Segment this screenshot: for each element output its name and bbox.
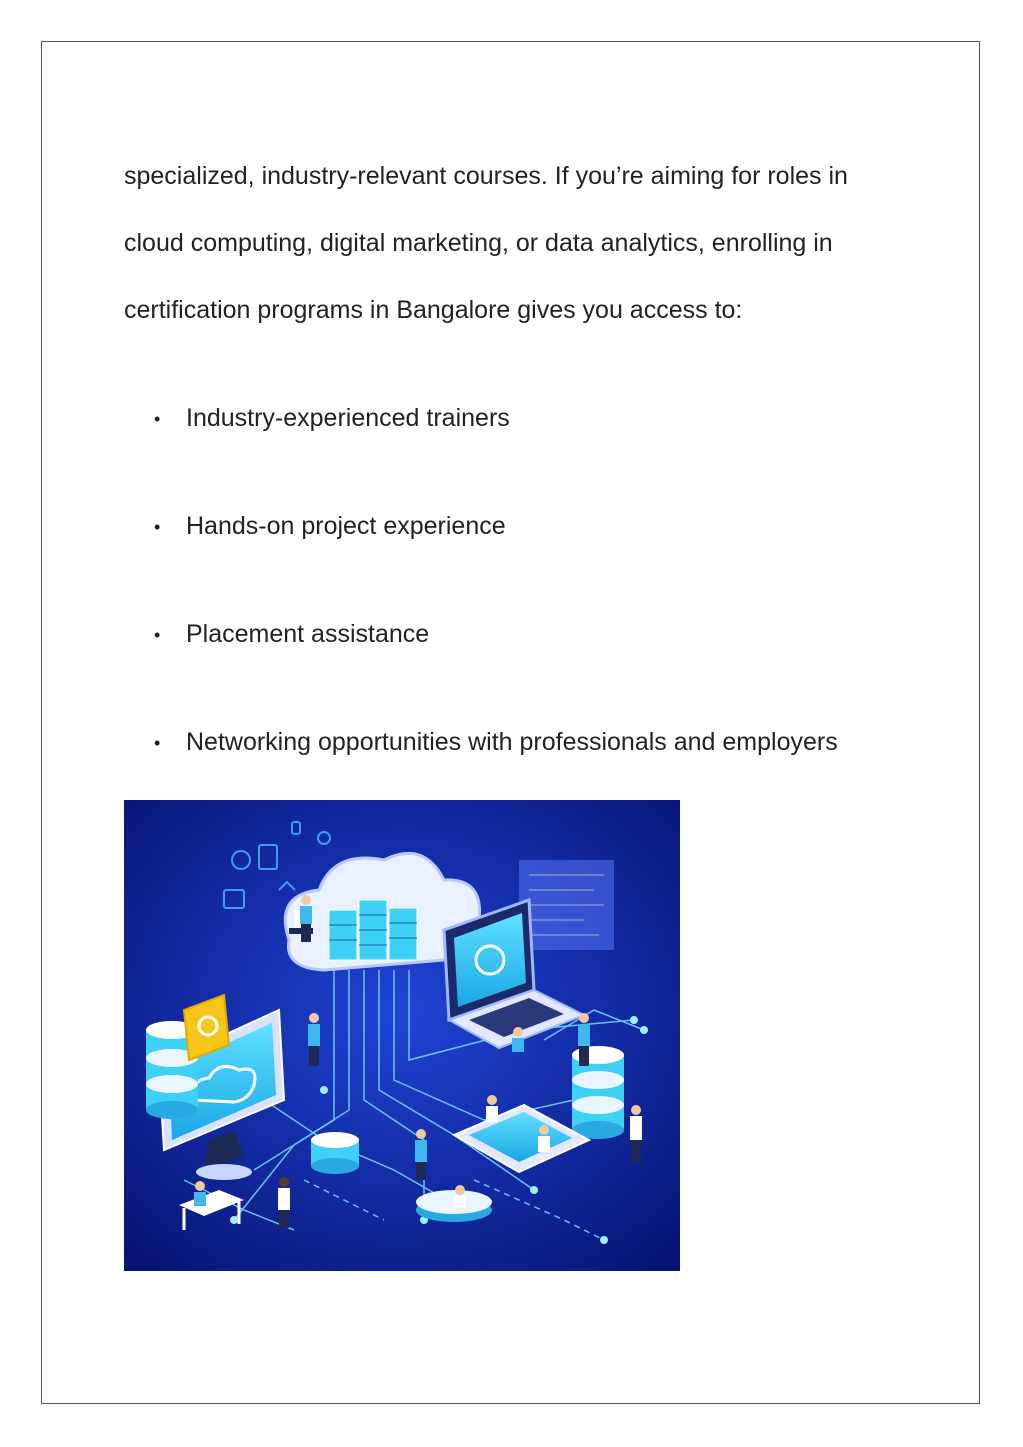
person xyxy=(415,1129,427,1180)
person xyxy=(300,895,312,942)
bullet-marker: • xyxy=(154,517,161,537)
bullet-marker: • xyxy=(154,733,161,753)
list-item-text: Networking opportunities with professionals and employers xyxy=(186,728,838,756)
person xyxy=(512,1027,524,1052)
paragraph-line-3: certification programs in Bangalore gives you access to: xyxy=(124,296,743,324)
person xyxy=(278,1177,290,1228)
list-item-text: Industry-experienced trainers xyxy=(186,404,510,432)
person xyxy=(538,1125,550,1152)
bullet-marker: • xyxy=(154,409,161,429)
cloud-network-illustration xyxy=(124,800,680,1271)
bullet-marker: • xyxy=(154,625,161,645)
document-page xyxy=(41,41,980,1404)
paragraph-line-1: specialized, industry-relevant courses. If you’re aiming for roles in xyxy=(124,162,848,190)
list-item-text: Hands-on project experience xyxy=(186,512,506,540)
person xyxy=(486,1095,498,1122)
paragraph-line-2: cloud computing, digital marketing, or data analytics, enrolling in xyxy=(124,229,833,257)
database-small xyxy=(311,1132,359,1174)
list-item-text: Placement assistance xyxy=(186,620,430,648)
data-panel xyxy=(519,860,614,950)
person xyxy=(454,1185,466,1208)
person xyxy=(194,1181,206,1206)
